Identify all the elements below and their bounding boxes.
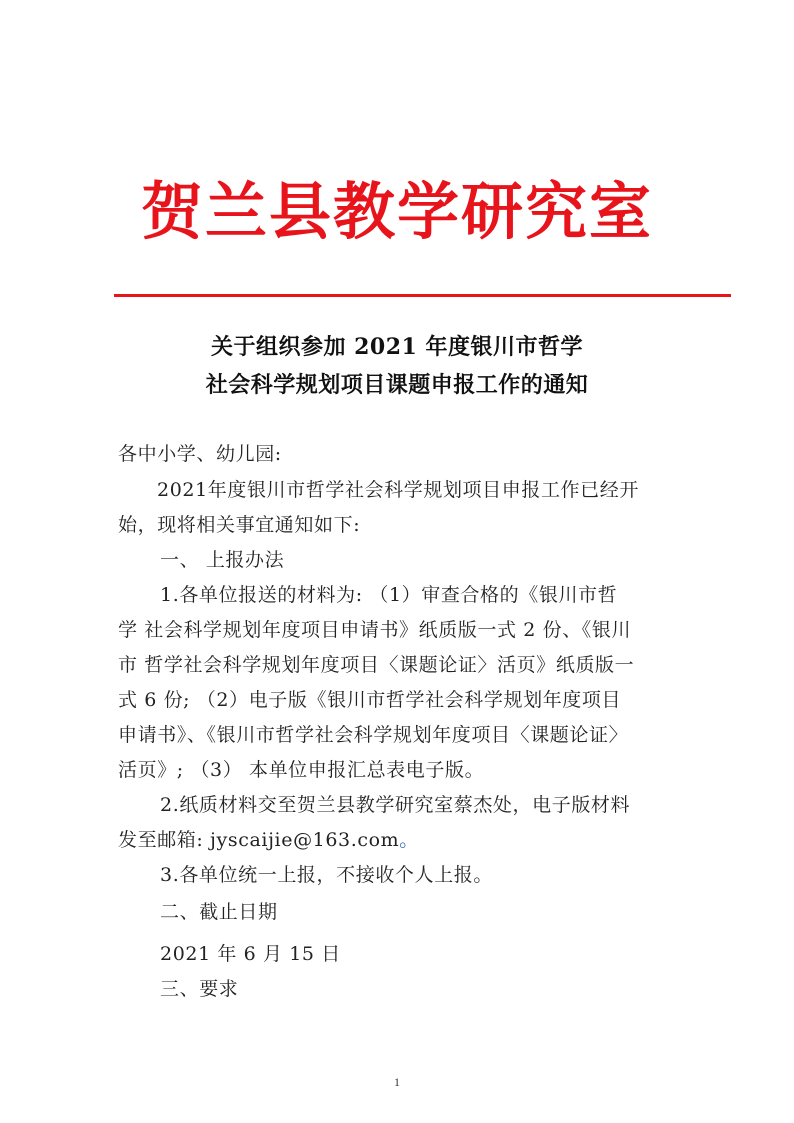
item-1-line-2: 学 社会科学规划年度项目申请书》纸质版一式 2 份、《银川 [118,619,632,641]
item-1-line-1: 1.各单位报送的材料为: （1）审查合格的《银川市哲 [160,584,618,606]
email-period: 。 [399,829,419,851]
item-2-line-2 [118,823,698,857]
item-2-line-1: 2.纸质材料交至贺兰县教学研究室蔡杰处，电子版材料 [160,794,631,816]
notice-title-line-1: 关于组织参加 2021 年度银川市哲学 [210,334,584,360]
item-3: 3.各单位统一上报，不接收个人上报。 [160,864,493,886]
intro-line-1: 2021年度银川市哲学社会科学规划项目申报工作已经开 [157,479,639,501]
organization-letterhead: 贺兰县教学研究室 [140,175,653,248]
section-2-heading: 二、截止日期 [160,901,278,923]
notice-title-line-2: 社会科学规划项目课题申报工作的通知 [205,372,589,398]
item-1-line-5: 申请书》、《银川市哲学社会科学规划年度项目〈课题论证〉 [118,724,629,746]
letterhead-red-rule [114,294,731,297]
email-prefix: 发至邮箱: [118,829,211,851]
section-3-heading: 三、要求 [160,978,239,1000]
page-number: 1 [394,1075,400,1089]
intro-line-2: 始，现将相关事宜通知如下: [118,514,361,536]
section-1-heading: 一、 上报办法 [160,549,285,571]
deadline-date: 2021 年 6 月 15 日 [160,943,341,965]
salutation: 各中小学、幼儿园: [118,443,282,465]
item-1-line-3: 市 哲学社会科学规划年度项目〈课题论证〉活页》纸质版一 [118,654,635,676]
item-1-line-6: 活页》; （3） 本单位申报汇总表电子版。 [118,759,485,781]
email-address: jyscaijie@163.com [210,829,400,851]
item-1-line-4: 式 6 份; （2）电子版《银川市哲学社会科学规划年度项目 [118,689,622,711]
